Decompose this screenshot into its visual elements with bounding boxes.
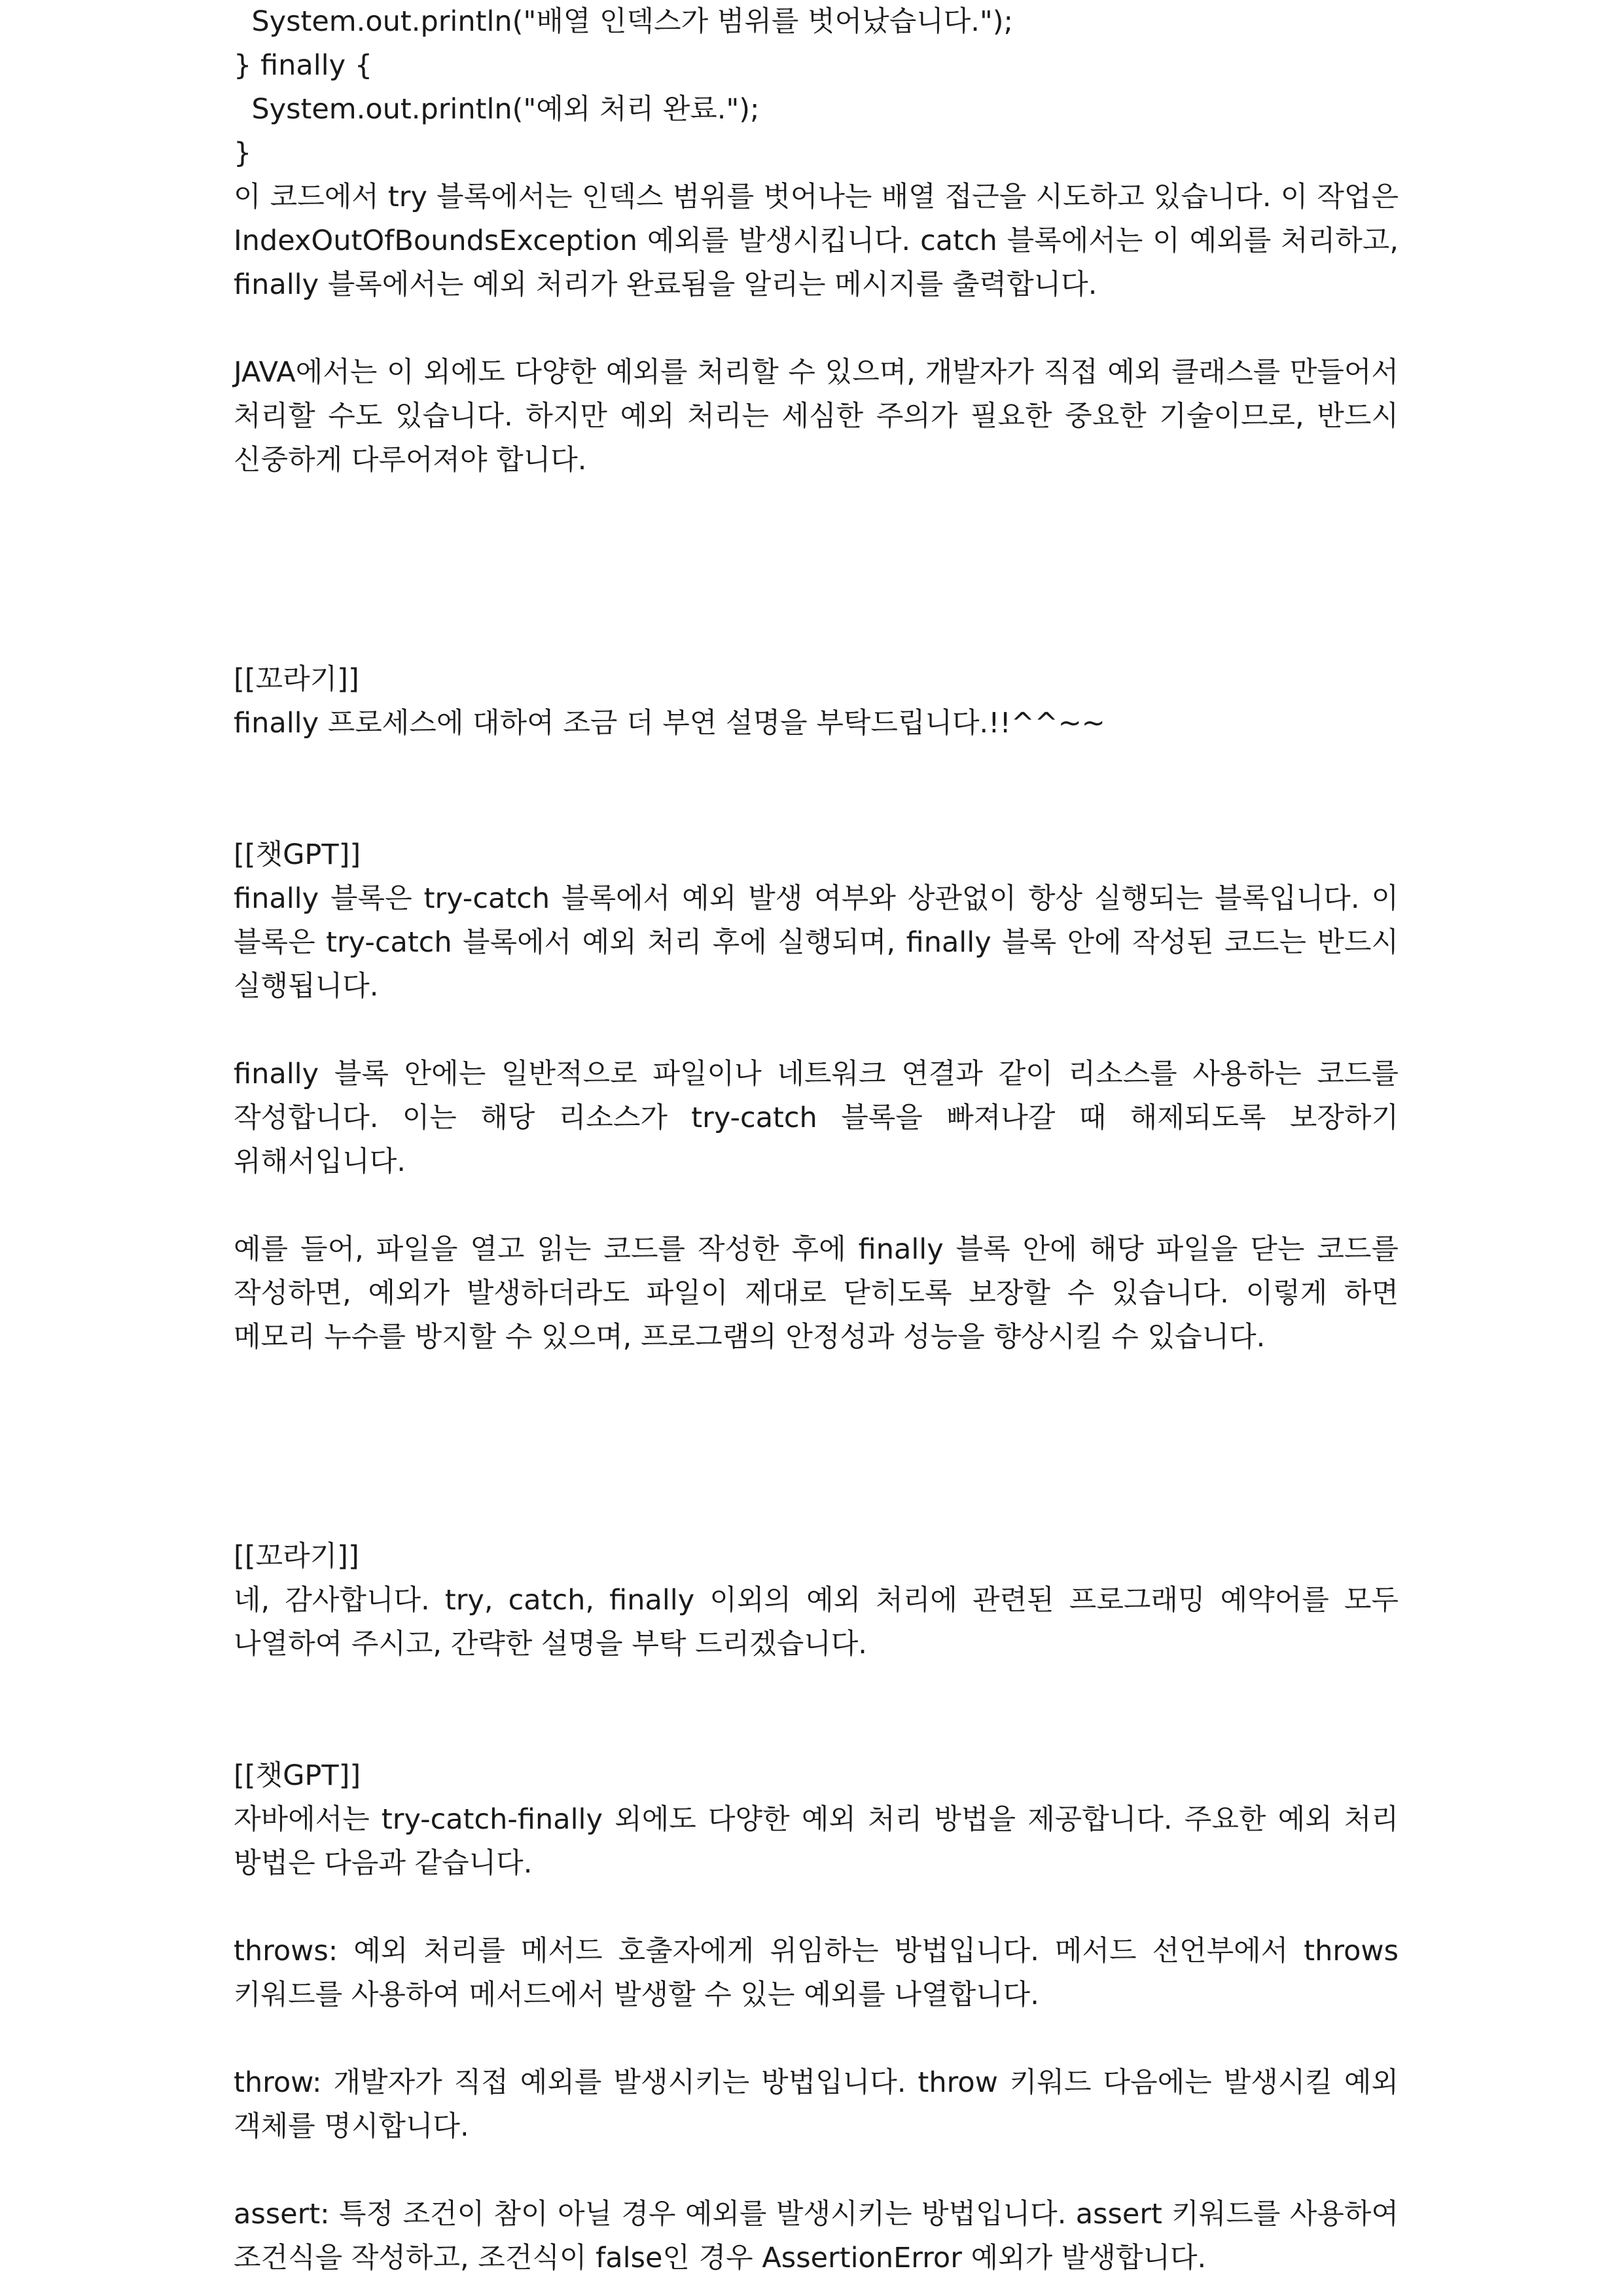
intro-paragraph: 이 코드에서 try 블록에서는 인덱스 범위를 벗어나는 배열 접근을 시도하고 있습니다. 이 작업은 IndexOutOfBoundsException 예외를 발생시킵니다. catch 블록에서는 이 예외를 처리하고, finally 블록에서는 예외 처리가 완료됨을 알리는 메시지를 출력합니다. bbox=[234, 181, 1399, 301]
code-line: } bbox=[234, 137, 252, 170]
question-text: finally 프로세스에 대하여 조금 더 부연 설명을 부탁드립니다.!!^^~~ bbox=[234, 707, 1105, 740]
answer-paragraph: assert: 특정 조건이 참이 아닐 경우 예외를 발생시키는 방법입니다. assert 키워드를 사용하여 조건식을 작성하고, 조건식이 false인 경우 AssertionError 예외가 발생합니다. bbox=[234, 2198, 1399, 2274]
answer-paragraph: throw: 개발자가 직접 예외를 발생시키는 방법입니다. throw 키워드 다음에는 발생시킬 예외 객체를 명시합니다. bbox=[234, 2066, 1399, 2143]
question-text: 네, 감사합니다. try, catch, finally 이외의 예외 처리에 관련된 프로그래밍 예약어를 모두 나열하여 주시고, 간략한 설명을 부탁 드리겠습니다. bbox=[234, 1584, 1399, 1660]
speaker-label-user: [[꼬라기]] bbox=[234, 1540, 359, 1573]
answer-paragraph: 자바에서는 try-catch-finally 외에도 다양한 예외 처리 방법을 제공합니다. 주요한 예외 처리 방법은 다음과 같습니다. bbox=[234, 1803, 1399, 1880]
speaker-label-assistant: [[챗GPT]] bbox=[234, 1759, 361, 1792]
intro-paragraph: JAVA에서는 이 외에도 다양한 예외를 처리할 수 있으며, 개발자가 직접 예외 클래스를 만들어서 처리할 수도 있습니다. 하지만 예외 처리는 세심한 주의가 필요한 중요한 기술이므로, 반드시 신중하게 다루어져야 합니다. bbox=[234, 356, 1399, 476]
code-line: System.out.println("예외 처리 완료."); bbox=[234, 93, 760, 126]
answer-paragraph: throws: 예외 처리를 메서드 호출자에게 위임하는 방법입니다. 메서드 선언부에서 throws 키워드를 사용하여 메서드에서 발생할 수 있는 예외를 나열합니다. bbox=[234, 1935, 1399, 2011]
document-body bbox=[234, 0, 1399, 2280]
code-line: } finally { bbox=[234, 49, 373, 82]
code-line: System.out.println("배열 인덱스가 범위를 벗어났습니다."); bbox=[234, 5, 1014, 38]
answer-paragraph: finally 블록은 try-catch 블록에서 예외 발생 여부와 상관없이 항상 실행되는 블록입니다. 이 블록은 try-catch 블록에서 예외 처리 후에 실행되며, finally 블록 안에 작성된 코드는 반드시 실행됩니다. bbox=[234, 882, 1399, 1003]
speaker-label-assistant: [[챗GPT]] bbox=[234, 838, 361, 871]
answer-paragraph: 예를 들어, 파일을 열고 읽는 코드를 작성한 후에 finally 블록 안에 해당 파일을 닫는 코드를 작성하면, 예외가 발생하더라도 파일이 제대로 닫히도록 보장할 수 있습니다. 이렇게 하면 메모리 누수를 방지할 수 있으며, 프로그램의 안정성과 성능을 향상시킬 수 있습니다. bbox=[234, 1233, 1399, 1354]
answer-paragraph: finally 블록 안에는 일반적으로 파일이나 네트워크 연결과 같이 리소스를 사용하는 코드를 작성합니다. 이는 해당 리소스가 try-catch 블록을 빠져나갈 때 해제되도록 보장하기 위해서입니다. bbox=[234, 1058, 1399, 1178]
speaker-label-user: [[꼬라기]] bbox=[234, 663, 359, 696]
